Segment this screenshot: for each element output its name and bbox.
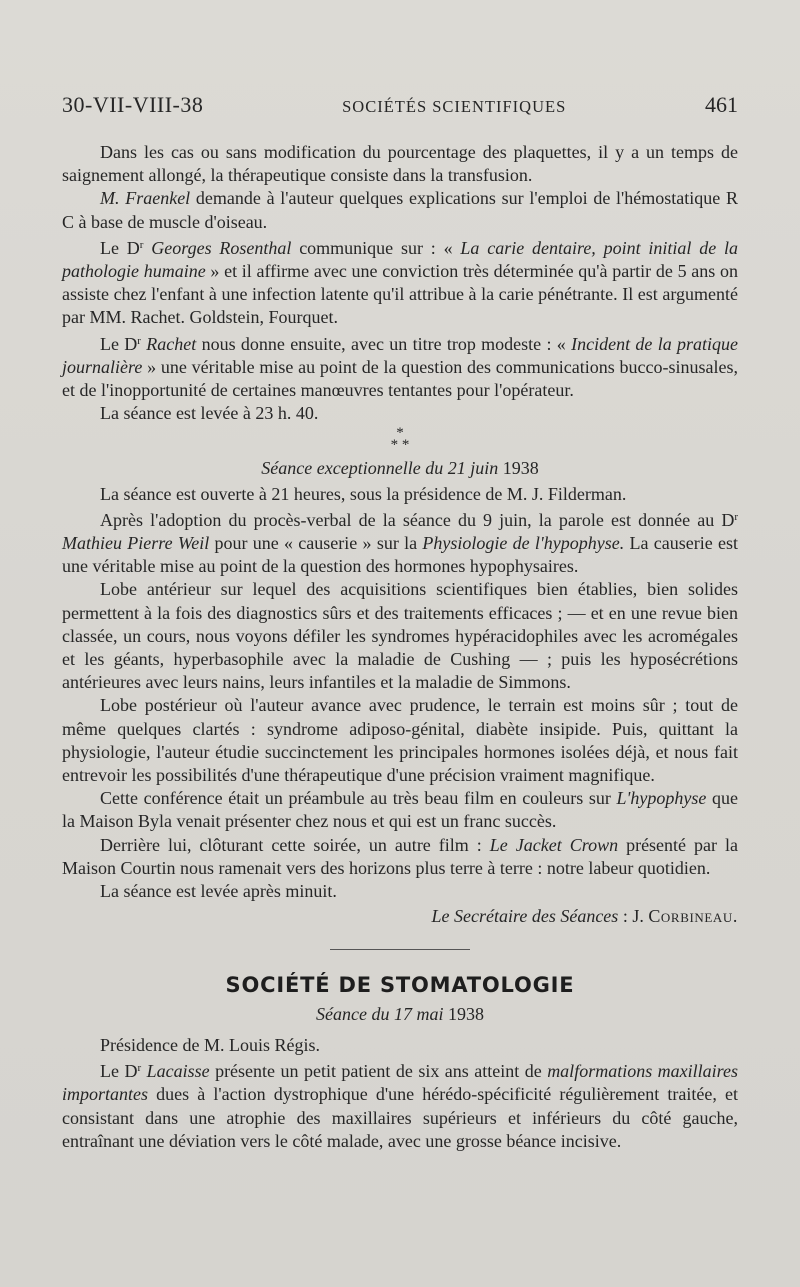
session-year: 1938 [498,458,539,479]
text-run: » et il affirme avec une conviction très déterminée qu'à partir de 5 ans on assiste chez l'enfant à une infection latente qu'il attribue à la carie pénétrante. Il est argumenté par MM. Rachet. Goldstein, Fourquet. [62,261,738,328]
text-run: Après l'adoption du procès-verbal de la séance du 9 juin, la parole est donnée au D [100,509,735,530]
paragraph [62,483,738,506]
text-run: Le D [100,333,138,354]
paragraph [62,1057,738,1153]
film-title: L'hypophyse [616,788,707,809]
text-run: pour une « causerie » sur la [209,533,423,554]
section-asterism [62,425,738,454]
speaker-name: Georges Rosenthal [143,237,292,258]
session-year: 1938 [443,1003,484,1024]
text-run: que la Maison Byla venait présenter chez nous et qui est un franc succès. [62,788,738,832]
society-heading: SOCIÉTÉ DE STOMATOLOGIE [225,972,575,997]
paragraph [62,402,738,425]
text-run: présente un petit patient de six ans atteint de [209,1061,548,1082]
text-run: Derrière lui, clôturant cette soirée, un autre film : [100,834,490,855]
running-title: SOCIÉTÉS SCIENTIFIQUES [342,97,567,116]
paragraph-text: Lobe antérieur sur lequel des acquisitions scientifiques bien établies, bien solides permettent à la fois des diagnostics sûrs et des traitements efficaces ; — et en une revue bien classée, un cours, nous voyons défiler les syndromes hypéracidophiles avec les acromégales et les géants, hyperbasophile avec la maladie de Cushing — ; puis les hyposécrétions antérieures avec leurs nains, leurs infantiles et la maladie de Simmons. [62,579,738,693]
session-heading [62,1003,738,1026]
running-header [62,92,738,132]
paragraph-text: Lobe postérieur où l'auteur avance avec prudence, le terrain est moins sûr ; tout de même quelques clartés : syndrome adiposo-génital, diabète insipide. Puis, quittant la physiologie, l'auteur étudie succinctement les principales hormones isolées déjà, et nous fait entrevoir les possibilités d'une thérapeutique d'une précision vraiment magnifique. [62,695,738,786]
signature-role: Le Secrétaire des Séances [431,906,619,927]
session-title: Séance exceptionnelle du 21 juin [261,458,499,479]
session-heading [62,457,738,480]
talk-title: Incident de la pratique journalière [62,333,739,377]
paragraph-text: demande à l'auteur quelques explications sur l'emploi de l'hémostatique R C à base de muscle d'oiseau. [62,188,738,232]
speaker-name: M. Fraenkel [100,188,191,209]
talk-title: Physiologie de l'hypophyse. [422,533,625,554]
text-run: La causerie est une véritable mise au point de la question des hormones hypophysaires. [62,533,739,577]
speaker-name: Lacaisse [141,1061,210,1082]
signature-name: Corbineau. [648,906,738,927]
talk-title: La carie dentaire, point initial de la pathologie humaine [62,237,739,282]
film-title: Le Jacket Crown [489,834,619,855]
topic-title: malformations maxillaires importantes [62,1061,738,1105]
signature-separator: : J. [618,906,649,927]
text-run: Cette conférence était un préambule au très beau film en couleurs sur [100,788,617,809]
paragraph [62,506,738,579]
paragraph [62,330,738,403]
paragraph [62,578,738,694]
text-run: présenté par la Maison Courtin nous ramenait vers des horizons plus terre à terre : notre labeur quotidien. [62,834,738,878]
speaker-name: Rachet [140,333,197,354]
paragraph [62,834,738,880]
text-run: Le D [100,1061,138,1082]
text-run: » une véritable mise au point de la question des communications bucco-sinusales, et de l'inopportunité de certaines manœuvres tentantes pour l'opérateur. [62,356,738,401]
superscript: r [139,238,144,251]
paragraph-text: Dans les cas ou sans modification du pourcentage des plaquettes, il y a un temps de saignement allongé, la thérapeutique consiste dans la transfusion. [62,142,738,186]
paragraph-text: La séance est levée à 23 h. 40. [100,403,319,424]
page-number: 461 [705,92,738,117]
speaker-name: Mathieu Pierre Weil [62,533,210,554]
text-run: Le D [100,237,140,258]
session-title: Séance du 17 mai [316,1003,444,1024]
paragraph [62,187,738,233]
paragraph [62,880,738,903]
text-run: communique sur : « [291,237,461,258]
paragraph [62,787,738,833]
superscript: r [137,1062,142,1075]
paragraph-text: La séance est levée après minuit. [100,881,337,902]
issue-date: 30-VII-VIII-38 [62,92,204,117]
text-run: nous donne ensuite, avec un titre trop modeste : « [196,333,572,354]
paragraph [62,1034,738,1057]
superscript: r [734,510,738,523]
asterism-top: * [396,425,404,442]
paragraph [62,694,738,787]
section-divider [330,949,470,950]
paragraph-text: Présidence de M. Louis Régis. [100,1034,320,1055]
superscript: r [137,334,141,347]
signature [62,905,738,928]
paragraph [62,234,738,330]
paragraph [62,141,738,187]
asterism-bottom: * * [390,437,410,454]
text-run: dues à l'action dystrophique d'une hérédo-spécificité régulièrement traitée, et consistant dans une atrophie des maxillaires supérieurs et inférieurs du côté gauche, entraînant une déviation vers le côté malade, avec une grosse béance incisive. [62,1084,738,1151]
paragraph-text: La séance est ouverte à 21 heures, sous la présidence de M. J. Filderman. [100,483,627,504]
article-body [62,141,738,1153]
